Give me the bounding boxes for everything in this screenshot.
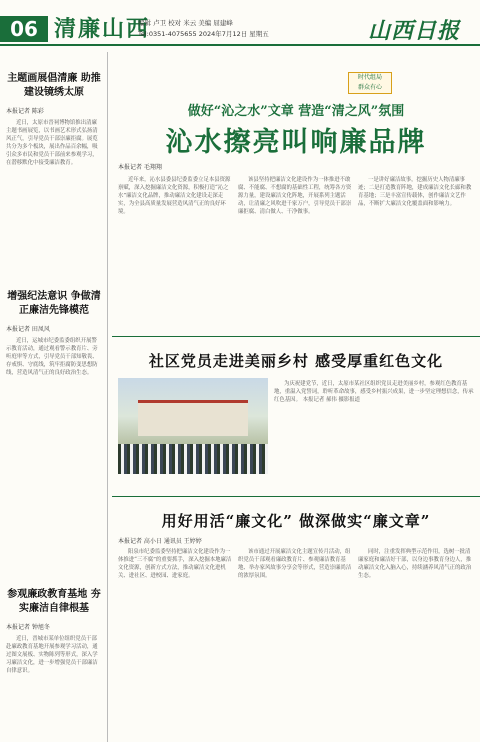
- left-column: [0, 52, 108, 742]
- badge-line-2: 群众有心: [357, 84, 382, 91]
- topic-badge: [348, 72, 392, 94]
- village-photo: [118, 378, 268, 474]
- newspaper-logo: 山西日报: [368, 18, 461, 44]
- left-article-1-byline: 本报记者 陈彩: [6, 108, 44, 115]
- main-col-1: 近年来，沁水县委县纪委监委立足本县资源禀赋，深入挖掘廉洁文化资源，积极打造“沁之水”廉洁文化品牌，推动廉洁文化建设走深走实，为全县高质量发展营造风清气正的良好环境。: [118, 177, 231, 215]
- third-byline: 本报记者 高小日 通讯员 王婷婷: [118, 538, 202, 545]
- editor-line: 编辑 卢卫 校对 米云 美编 屈建峰: [138, 19, 233, 27]
- left-article-3-byline: 本报记者 钟旭冬: [6, 624, 50, 631]
- second-story-body: 为庆祝建党节，近日，太原市某社区组织党员走进美丽乡村，参观红色教育基地，重温入党誓词，聆听革命故事，感受乡村振兴成果，进一步坚定理想信念，传承红色基因。 本报记者 郝伟 摄影报道: [274, 381, 474, 403]
- main-kicker: 做好“沁之水”文章 营造“清之风”氛围: [187, 104, 405, 119]
- left-article-3-body: 近日，晋城市某单位组织党员干部赴廉政教育基地开展参观学习活动，通过图文展板、实物陈列等形式，深入学习廉洁文化，进一步增强党员干部廉洁自律意识。: [6, 636, 98, 674]
- third-col-2: 该市通过开展廉洁文化主题宣传月活动，组织党员干部观看廉政教育片、参观廉洁教育基地、举办家风故事分享会等形式，营造崇廉尚洁的浓厚氛围。: [238, 549, 352, 579]
- left-article-2-headline: 增强纪法意识 争做清正廉洁先锋模范: [7, 291, 101, 316]
- second-headline: 社区党员走进美丽乡村 感受厚重红色文化: [148, 352, 444, 370]
- masthead: [0, 0, 480, 48]
- left-article-2[interactable]: [6, 290, 102, 587]
- badge-line-1: 时代组局: [357, 74, 382, 81]
- main-col-3: 一是讲好廉洁故事，挖掘历史人物清廉事迹；二是打造教育阵地，建成廉洁文化长廊和教育基地；三是丰富宣传载体，创作廉洁文艺作品，不断扩大廉洁文化覆盖面和影响力。: [358, 177, 472, 207]
- left-article-2-byline: 本报记者 田凤风: [6, 326, 50, 333]
- crowd-shape: [118, 444, 268, 474]
- main-headline: 沁水擦亮叫响廉品牌: [165, 127, 427, 158]
- third-headline: 用好用活“廉文化” 做深做实“廉文章”: [161, 512, 431, 530]
- main-story[interactable]: [112, 52, 480, 332]
- section-divider-1: [112, 336, 480, 337]
- masthead-info: [138, 18, 348, 40]
- left-article-1-body: 近日，太原市晋祠博物馆推出清廉主题书画展览，以书画艺术形式弘扬清风正气，引导党员干部崇廉拒腐。展览共分为多个板块，展出作品百余幅，吸引众多市民和党员干部前来参观学习，在潜移默化中接受廉洁教育。: [6, 120, 98, 166]
- masthead-rule: [0, 44, 480, 46]
- left-article-2-body: 近日，运城市纪委监委组织开展警示教育活动，通过观看警示教育片、旁听庭审等方式，引导党员干部知敬畏、存戒惧、守底线，筑牢拒腐防变思想防线，营造风清气正的良好政治生态。: [6, 338, 98, 376]
- third-col-3: 同时，注重发挥典型示范作用，选树一批清廉家庭和廉洁好干部，以身边事教育身边人，推动廉洁文化入脑入心，持续涵养风清气正的政治生态。: [358, 549, 472, 579]
- third-col-1: 阳泉市纪委监委坚持把廉洁文化建设作为一体推进“三不腐”的重要抓手，深入挖掘本地廉洁文化资源，创新方式方法，推动廉洁文化进机关、进社区、进校园、进家庭。: [118, 549, 232, 579]
- contact-line: Tel:0351-4075655 2024年7月12日 星期五: [138, 30, 269, 38]
- left-article-3-headline: 参观廉政教育基地 夯实廉洁自律根基: [7, 589, 101, 614]
- page-number: 06: [0, 16, 48, 42]
- left-article-1-headline: 主题画展倡清廉 助推建设镜绣太原: [7, 73, 101, 98]
- section-title: 清廉山西: [54, 16, 151, 42]
- left-article-3[interactable]: [6, 588, 102, 742]
- red-building-shape: [138, 400, 248, 436]
- main-col-2: 该县坚持把廉洁文化建设作为一体推进不敢腐、不能腐、不想腐的基础性工程，统筹各方资源力量，建设廉洁文化阵地，开展系列主题活动，让清廉之风吹进千家万户，引导党员干部崇廉拒腐、清白做人、干净做事。: [238, 177, 352, 215]
- main-byline: 本报记者 毛翔翔: [118, 164, 162, 171]
- left-article-1[interactable]: [6, 72, 102, 289]
- section-divider-2: [112, 496, 480, 497]
